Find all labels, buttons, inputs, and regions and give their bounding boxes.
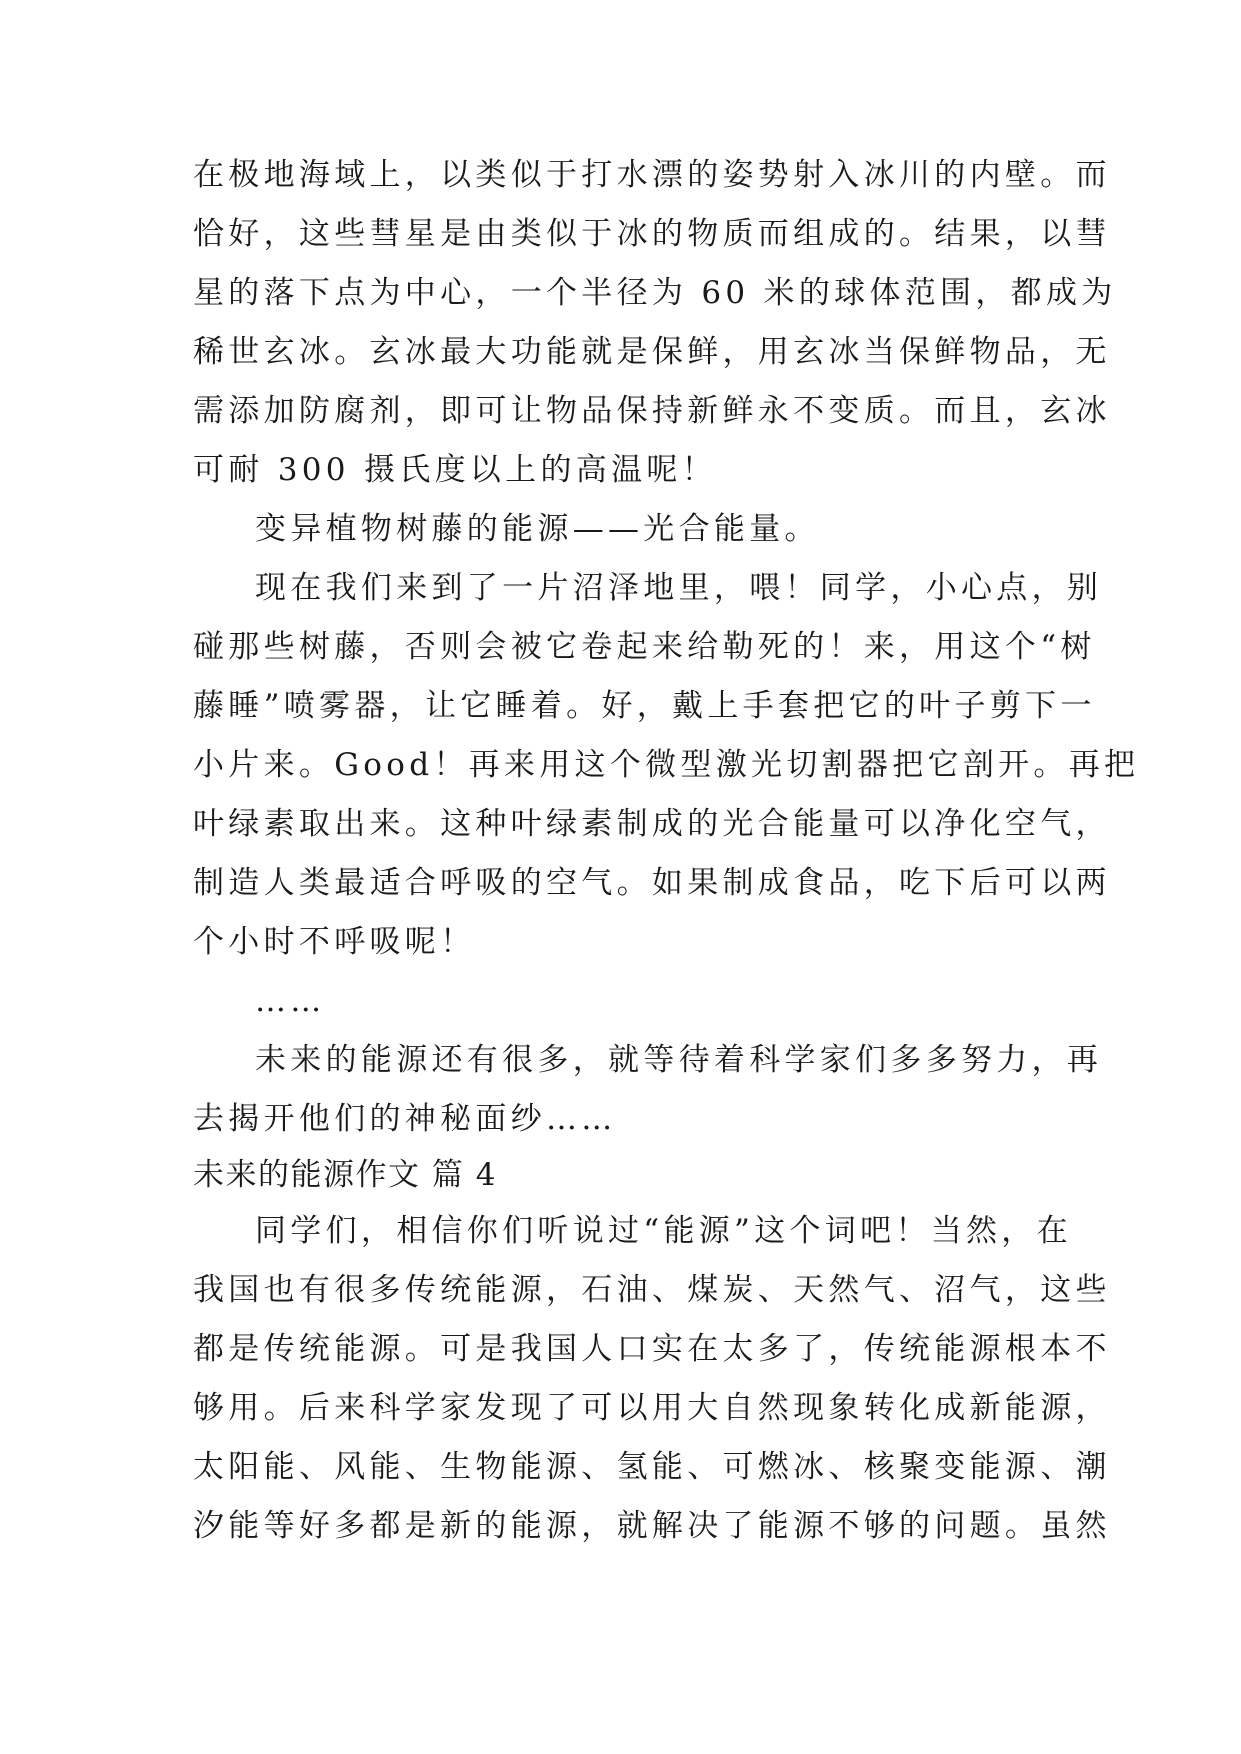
paragraph-first-line: 同学们，相信你们听说过“能源”这个词吧！当然，在: [255, 1213, 1072, 1249]
text-line: 汐能等好多都是新的能源，就解决了能源不够的问题。虽然: [193, 1508, 1111, 1544]
text-line: 都是传统能源。可是我国人口实在太多了，传统能源根本不: [193, 1331, 1111, 1367]
text-line: 恰好，这些彗星是由类似于冰的物质而组成的。结果，以彗: [193, 216, 1111, 252]
section-heading: 未来的能源作文 篇 4: [193, 1157, 497, 1193]
text-line: 个小时不呼吸呢！: [193, 924, 476, 960]
paragraph-first-line: 未来的能源还有很多，就等待着科学家们多多努力，再: [255, 1042, 1103, 1078]
text-line: 在极地海域上，以类似于打水漂的姿势射入冰川的内壁。而: [193, 157, 1111, 193]
text-line: 碰那些树藤，否则会被它卷起来给勒死的！来，用这个“树: [193, 629, 1096, 665]
text-line: 藤睡”喷雾器，让它睡着。好，戴上手套把它的叶子剪下一: [193, 688, 1096, 724]
text-line: 小片来。Good！再来用这个微型激光切割器把它剖开。再把: [193, 747, 1140, 783]
paragraph-first-line: 现在我们来到了一片沼泽地里，喂！同学，小心点，别: [255, 570, 1103, 606]
text-line: 够用。后来科学家发现了可以用大自然现象转化成新能源，: [193, 1390, 1111, 1426]
text-line: 太阳能、风能、生物能源、氢能、可燃冰、核聚变能源、潮: [193, 1449, 1111, 1485]
text-line: 可耐 300 摄氏度以上的高温呢！: [193, 452, 717, 488]
paragraph-first-line: 变异植物树藤的能源——光合能量。: [255, 511, 820, 547]
text-line: 制造人类最适合呼吸的空气。如果制成食品，吃下后可以两: [193, 865, 1111, 901]
text-line: 去揭开他们的神秘面纱……: [193, 1101, 617, 1137]
ellipsis-line: ……: [255, 983, 326, 1019]
text-line: 需添加防腐剂，即可让物品保持新鲜永不变质。而且，玄冰: [193, 393, 1111, 429]
text-line: 稀世玄冰。玄冰最大功能就是保鲜，用玄冰当保鲜物品，无: [193, 334, 1111, 370]
text-line: 星的落下点为中心，一个半径为 60 米的球体范围，都成为: [193, 275, 1117, 311]
text-line: 叶绿素取出来。这种叶绿素制成的光合能量可以净化空气，: [193, 806, 1111, 842]
text-line: 我国也有很多传统能源，石油、煤炭、天然气、沼气，这些: [193, 1272, 1111, 1308]
